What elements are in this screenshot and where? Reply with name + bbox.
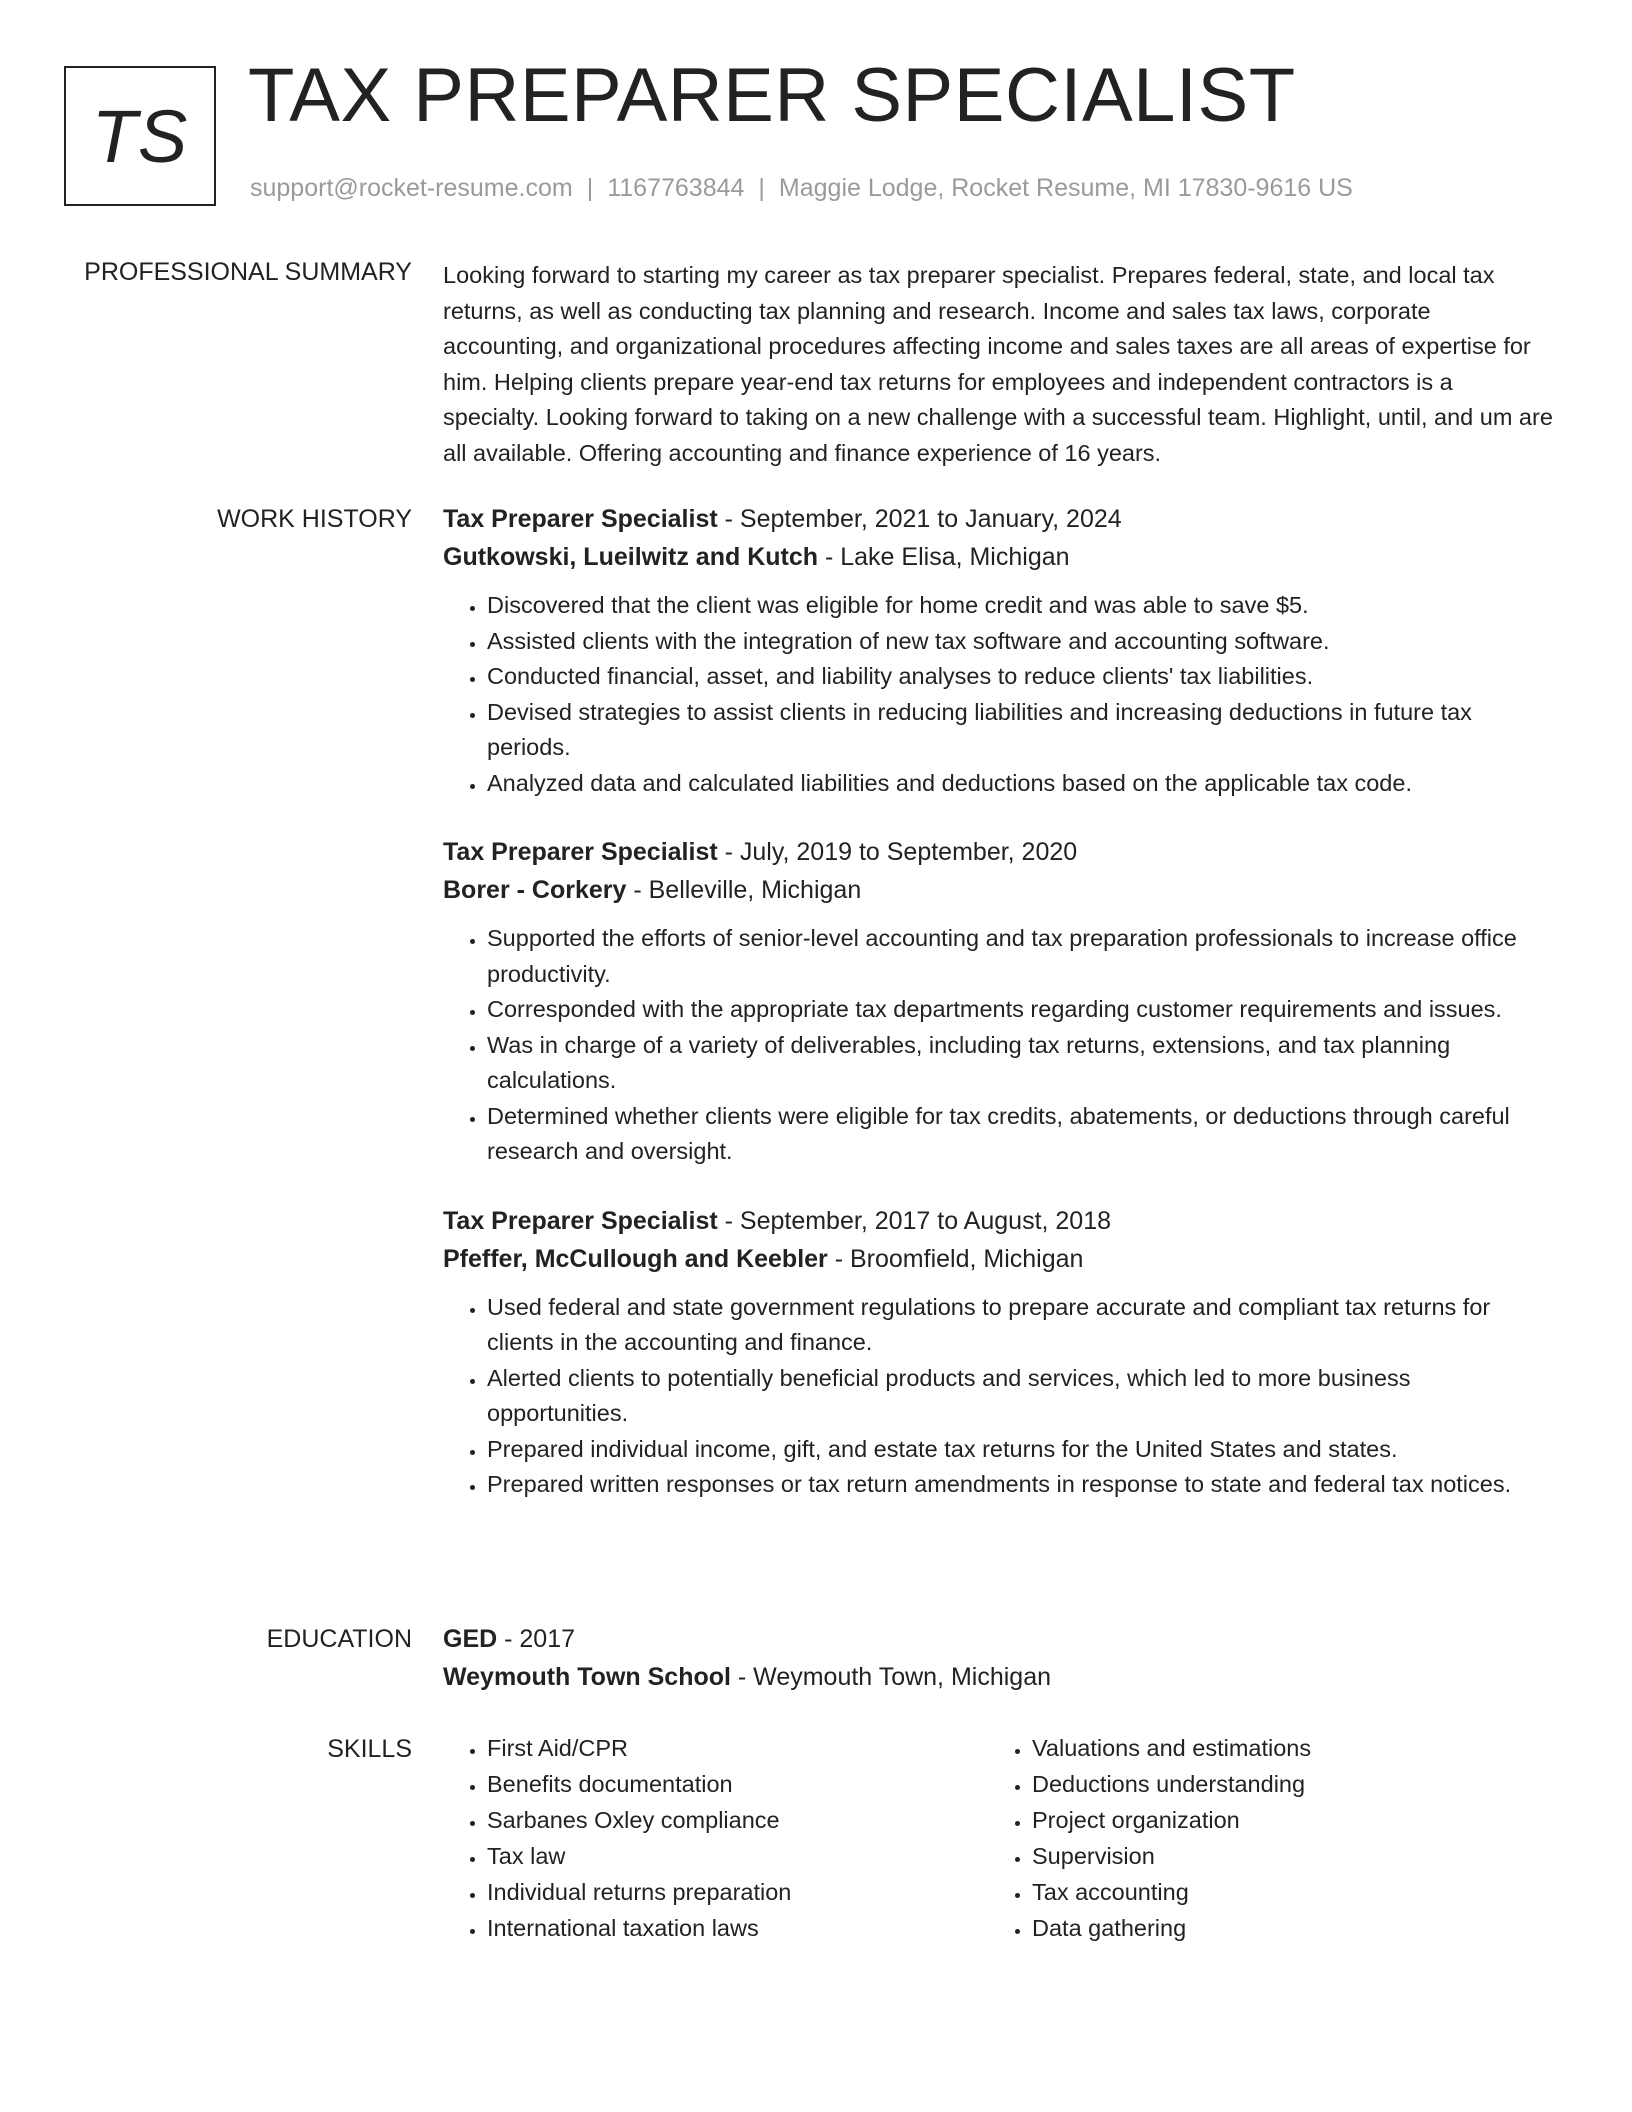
job-bullet: • Alerted clients to potentially beneficial products and services, which led to more business opportunities. bbox=[487, 1361, 1553, 1432]
employer-location: - Lake Elisa, Michigan bbox=[818, 543, 1070, 571]
job-title: Tax Preparer Specialist bbox=[443, 1206, 718, 1235]
school-location: - Weymouth Town, Michigan bbox=[730, 1663, 1051, 1691]
skill-item: • Deductions understanding bbox=[1032, 1766, 1311, 1802]
job-entry bbox=[443, 833, 1553, 1170]
skill-item: • International taxation laws bbox=[487, 1910, 791, 1946]
job-bullet: • Determined whether clients were eligible for tax credits, abatements, or deductions through careful research and oversight. bbox=[487, 1099, 1553, 1170]
summary-text: Looking forward to starting my career as tax preparer specialist. Prepares federal, state, and local tax returns, as well as conducting tax planning and research. Income and sales tax laws, corporate accounting, and organizational procedures affecting income and sales taxes are all areas of expertise for him. Helping clients prepare year-end tax returns for employees and independent contractors is a specialty. Looking forward to taking on a new challenge with a successful team. Highlight, until, and um are all available. Offering accounting and finance experience of 16 years. bbox=[443, 262, 1553, 466]
job-dates: - September, 2021 to January, 2024 bbox=[717, 505, 1122, 533]
degree-line bbox=[443, 1620, 1553, 1658]
job-bullet: • Used federal and state government regulations to prepare accurate and compliant tax returns for clients in the accounting and finance. bbox=[487, 1290, 1553, 1361]
skill-item: • Tax accounting bbox=[1032, 1874, 1311, 1910]
job-bullet: • Corresponded with the appropriate tax departments regarding customer requirements and issues. bbox=[487, 992, 1553, 1028]
contact-separator: | bbox=[586, 174, 594, 202]
job-bullet: • Analyzed data and calculated liabilities and deductions based on the applicable tax code. bbox=[487, 766, 1553, 802]
employer-name: Pfeffer, McCullough and Keebler bbox=[443, 1244, 828, 1273]
candidate-name: TAX PREPARER SPECIALIST bbox=[248, 53, 1296, 138]
job-title: Tax Preparer Specialist bbox=[443, 505, 718, 533]
employer-line bbox=[443, 538, 1553, 576]
job-title-line bbox=[443, 833, 1553, 871]
contact-phone[interactable]: 1167763844 bbox=[607, 174, 745, 202]
skills-list-right bbox=[988, 1730, 1311, 1946]
job-bullets bbox=[443, 1290, 1553, 1503]
job-dates: - July, 2019 to September, 2020 bbox=[717, 838, 1078, 866]
degree-year: - 2017 bbox=[497, 1625, 576, 1653]
job-dates: - September, 2017 to August, 2018 bbox=[717, 1206, 1112, 1235]
job-title: Tax Preparer Specialist bbox=[443, 838, 718, 866]
employer-location: - Broomfield, Michigan bbox=[827, 1244, 1084, 1273]
skill-item: • Project organization bbox=[1032, 1802, 1311, 1838]
school-line bbox=[443, 1658, 1553, 1696]
contact-line bbox=[250, 174, 1353, 203]
monogram-box bbox=[64, 66, 216, 206]
job-bullet: • Prepared individual income, gift, and estate tax returns for the United States and states. bbox=[487, 1432, 1553, 1468]
contact-address: Maggie Lodge, Rocket Resume, MI 17830-9616 US bbox=[778, 174, 1353, 202]
job-bullet: • Devised strategies to assist clients in reducing liabilities and increasing deductions in future tax periods. bbox=[487, 695, 1553, 766]
skills-list-left bbox=[443, 1730, 791, 1946]
employer-name: Borer - Corkery bbox=[443, 876, 627, 904]
job-bullet: • Conducted financial, asset, and liability analyses to reduce clients' tax liabilities. bbox=[487, 659, 1553, 695]
job-bullets bbox=[443, 921, 1553, 1170]
job-title-line bbox=[443, 1202, 1553, 1240]
section-label-summary: PROFESSIONAL SUMMARY bbox=[84, 258, 412, 286]
degree-name: GED bbox=[443, 1625, 498, 1653]
skill-item: • Data gathering bbox=[1032, 1910, 1311, 1946]
contact-email[interactable]: support@rocket-resume.com bbox=[250, 174, 573, 202]
section-label-work-history: WORK HISTORY bbox=[217, 505, 412, 533]
job-bullet: • Assisted clients with the integration of new tax software and accounting software. bbox=[487, 624, 1553, 660]
education-body bbox=[443, 1620, 1553, 1696]
section-label-skills: SKILLS bbox=[327, 1735, 412, 1763]
skill-item: • Tax law bbox=[487, 1838, 791, 1874]
section-label-education: EDUCATION bbox=[266, 1625, 412, 1653]
skill-item: • Sarbanes Oxley compliance bbox=[487, 1802, 791, 1838]
skill-item: • Valuations and estimations bbox=[1032, 1730, 1311, 1766]
job-bullet: • Prepared written responses or tax return amendments in response to state and federal tax notices. bbox=[487, 1467, 1553, 1503]
skill-item: • First Aid/CPR bbox=[487, 1730, 791, 1766]
skill-item: • Individual returns preparation bbox=[487, 1874, 791, 1910]
school-name: Weymouth Town School bbox=[443, 1663, 731, 1691]
contact-separator: | bbox=[758, 174, 765, 202]
job-title-line bbox=[443, 500, 1553, 538]
employer-name: Gutkowski, Lueilwitz and Kutch bbox=[443, 543, 819, 571]
job-bullet: • Discovered that the client was eligible for home credit and was able to save $5. bbox=[487, 588, 1553, 624]
work-history-body bbox=[443, 500, 1553, 1503]
job-bullet: • Supported the efforts of senior-level accounting and tax preparation professionals to increase office productivity. bbox=[487, 921, 1553, 992]
employer-line bbox=[443, 1240, 1553, 1278]
job-entry bbox=[443, 500, 1553, 801]
skill-item: • Benefits documentation bbox=[487, 1766, 791, 1802]
monogram-initials: TS bbox=[91, 94, 189, 178]
job-entry bbox=[443, 1202, 1553, 1503]
skill-item: • Supervision bbox=[1032, 1838, 1311, 1874]
employer-line bbox=[443, 871, 1553, 909]
job-bullet: • Was in charge of a variety of deliverables, including tax returns, extensions, and tax planning calculations. bbox=[487, 1028, 1553, 1099]
job-bullets bbox=[443, 588, 1553, 801]
employer-location: - Belleville, Michigan bbox=[626, 876, 862, 904]
